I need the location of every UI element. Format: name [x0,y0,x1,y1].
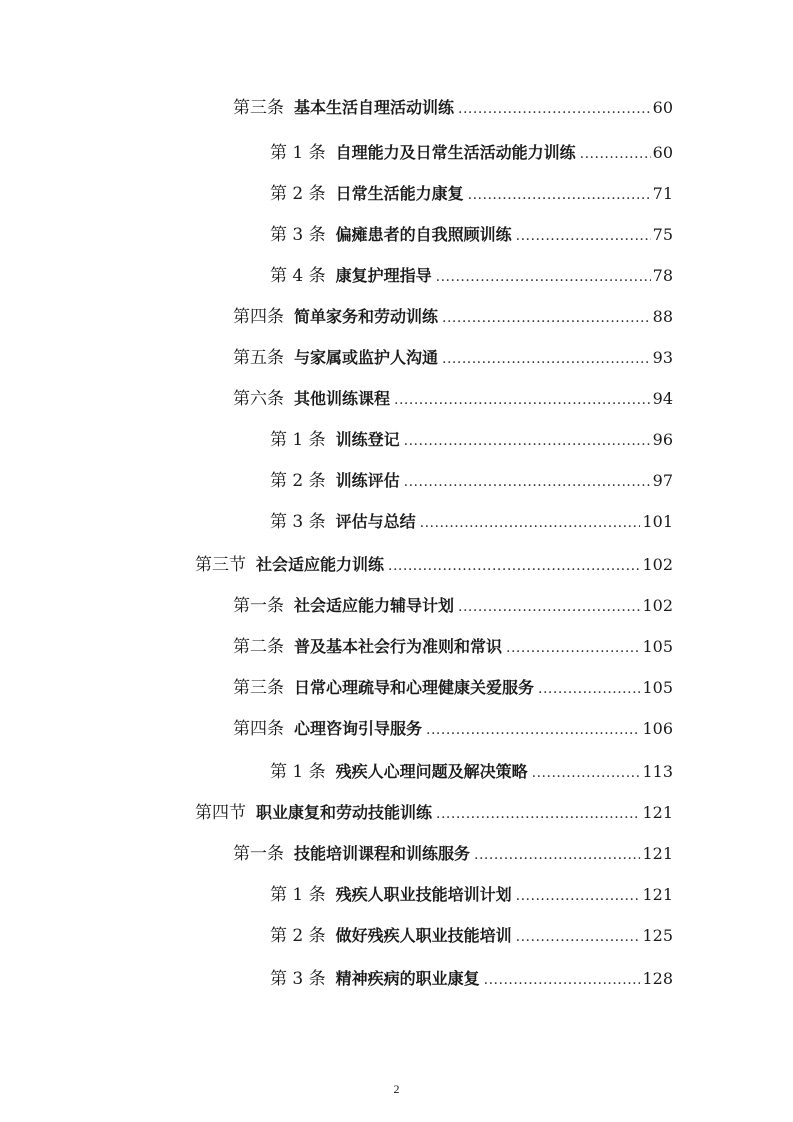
toc-entry-number: 第 4 条 [270,266,326,286]
toc-entry-title: 评估与总结 [335,512,416,531]
toc-entry-title: 与家属或监护人沟通 [294,348,439,367]
toc-entry-page: 71 [652,184,673,203]
toc-entry-title: 自理能力及日常生活活动能力训练 [335,143,576,162]
toc-entry-number: 第四节 [195,803,246,823]
toc-entry-page: 75 [652,225,673,244]
toc-entry-number: 第 3 条 [270,225,326,245]
toc-entry-title: 基本生活自理活动训练 [294,98,455,117]
toc-entry[interactable] [270,179,673,209]
toc-entry[interactable] [233,632,673,662]
toc-entry-number: 第二条 [233,637,284,657]
toc-entry-number: 第 2 条 [270,471,326,491]
toc-entry-number: 第三条 [233,98,284,118]
toc-entry[interactable] [233,302,673,332]
toc-entry-title: 日常心理疏导和心理健康关爱服务 [294,678,535,697]
toc-entry[interactable] [270,220,673,250]
dot-leader [506,633,640,663]
toc-entry[interactable] [270,261,673,291]
toc-entry-number: 第 1 条 [270,762,326,782]
toc-entry[interactable] [195,798,673,828]
toc-entry-page: 60 [652,98,673,117]
toc-entry-title: 技能培训课程和训练服务 [294,844,471,863]
toc-entry-page: 121 [642,844,673,863]
toc-entry-title: 康复护理指导 [335,266,432,285]
toc-entry[interactable] [233,93,673,123]
dot-leader [580,139,651,169]
toc-entry-title: 训练登记 [335,430,400,449]
dot-leader [484,965,641,995]
toc-entry[interactable] [233,839,673,869]
toc-entry[interactable] [270,880,673,910]
toc-entry-page: 60 [652,143,673,162]
toc-entry-page: 128 [642,969,673,988]
toc-entry[interactable] [270,757,673,787]
toc-entry[interactable] [270,425,673,455]
toc-entry-page: 121 [642,885,673,904]
toc-entry-title: 社会适应能力训练 [256,555,385,574]
dot-leader [436,262,651,292]
toc-entry-page: 96 [652,430,673,449]
toc-entry[interactable] [270,507,673,537]
dot-leader [442,303,651,333]
dot-leader [404,467,651,497]
toc-entry[interactable] [233,591,673,621]
toc-entry-page: 121 [642,803,673,822]
page-number: 2 [393,1082,400,1096]
toc-entry-page: 88 [652,307,673,326]
toc-entry-number: 第三节 [195,555,246,575]
toc-entry-number: 第 1 条 [270,143,326,163]
dot-leader [394,385,651,415]
toc-entry-number: 第 1 条 [270,885,326,905]
dot-leader [468,180,651,210]
toc-entry-number: 第三条 [233,678,284,698]
toc-entry-page: 94 [652,389,673,408]
toc-entry-title: 偏瘫患者的自我照顾训练 [335,225,512,244]
toc-entry-title: 其他训练课程 [294,389,391,408]
dot-leader [532,758,641,788]
toc-entry[interactable] [195,550,673,580]
dot-leader [516,221,651,251]
toc-entry-number: 第 1 条 [270,430,326,450]
toc-entry-number: 第一条 [233,596,284,616]
toc-entry-number: 第五条 [233,348,284,368]
toc-entry-page: 78 [652,266,673,285]
toc-entry-number: 第 3 条 [270,969,326,989]
toc-entry-title: 日常生活能力康复 [335,184,464,203]
dot-leader [436,799,640,829]
toc-entry-page: 105 [642,637,673,656]
toc-entry-title: 社会适应能力辅导计划 [294,596,455,615]
toc-entry-number: 第四条 [233,719,284,739]
toc-entry-title: 残疾人职业技能培训计划 [335,885,512,904]
toc-entry-page: 93 [652,348,673,367]
toc-entry-title: 心理咨询引导服务 [294,719,423,738]
toc-entry-title: 职业康复和劳动技能训练 [256,803,433,822]
toc-entry[interactable] [270,138,673,168]
toc-entry[interactable] [233,343,673,373]
toc-entry-number: 第 2 条 [270,926,326,946]
dot-leader [426,715,640,745]
toc-entry-page: 125 [642,926,673,945]
dot-leader [516,922,641,952]
toc-entry-title: 训练评估 [335,471,400,490]
toc-entry-number: 第 3 条 [270,512,326,532]
toc-entry-page: 105 [642,678,673,697]
toc-entry[interactable] [233,384,673,414]
toc-entry-number: 第一条 [233,844,284,864]
toc-entry-number: 第 2 条 [270,184,326,204]
toc-entry-title: 残疾人心理问题及解决策略 [335,762,528,781]
toc-entry-number: 第六条 [233,389,284,409]
dot-leader [442,344,651,374]
toc-entry-title: 普及基本社会行为准则和常识 [294,637,503,656]
toc-entry-title: 简单家务和劳动训练 [294,307,439,326]
dot-leader [516,881,641,911]
dot-leader [404,426,651,456]
toc-entry-title: 精神疾病的职业康复 [335,969,480,988]
toc-entry-page: 102 [642,555,673,574]
dot-leader [458,592,640,622]
toc-entry-number: 第四条 [233,307,284,327]
dot-leader [538,674,640,704]
toc-entry-page: 97 [652,471,673,490]
dot-leader [388,551,640,581]
toc-entry[interactable] [270,466,673,496]
toc-entry-page: 106 [642,719,673,738]
toc-entry-page: 102 [642,596,673,615]
toc-entry-page: 101 [642,512,673,531]
dot-leader [474,840,640,870]
toc-entry[interactable] [270,964,673,994]
dot-leader [458,94,651,124]
toc-entry[interactable] [233,714,673,744]
toc-entry-title: 做好残疾人职业技能培训 [335,926,512,945]
toc-entry-page: 113 [642,762,673,781]
toc-entry[interactable] [270,921,673,951]
dot-leader [420,508,641,538]
toc-entry[interactable] [233,673,673,703]
